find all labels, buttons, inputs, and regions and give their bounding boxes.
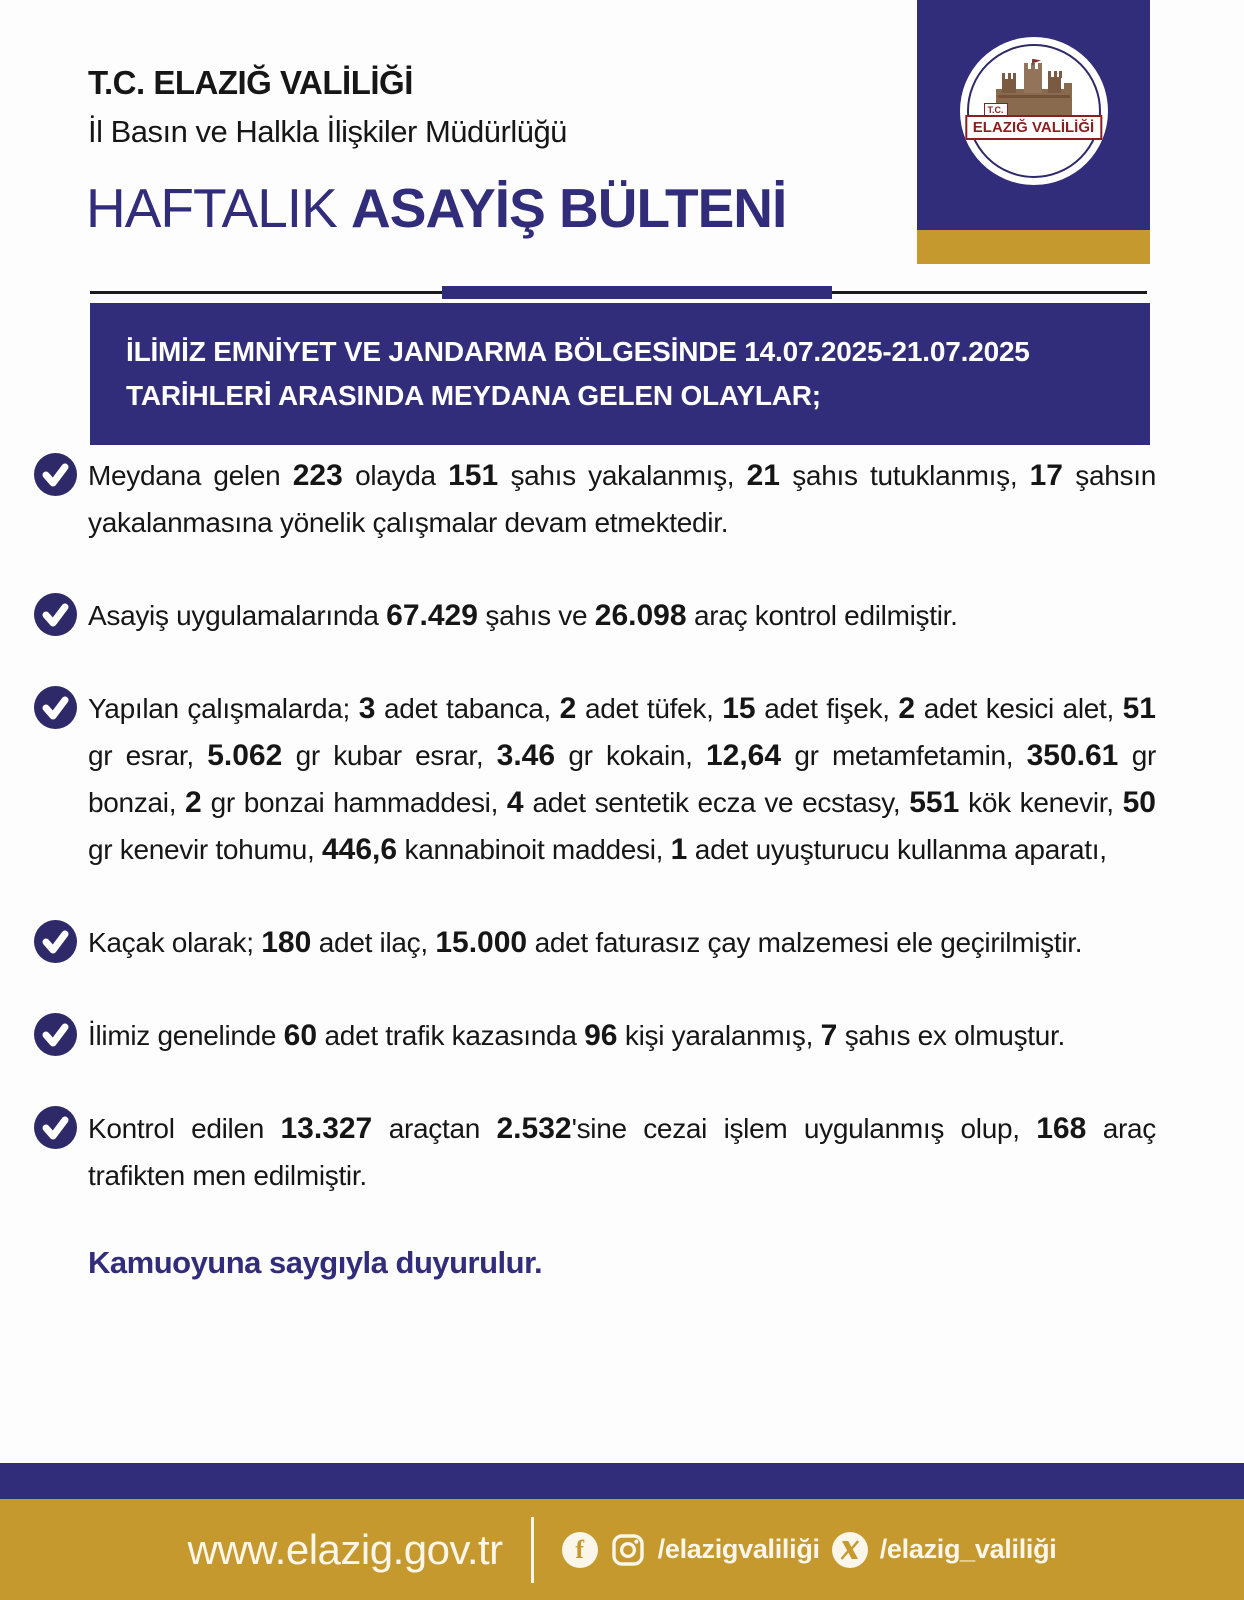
check-icon xyxy=(34,686,77,729)
check-icon xyxy=(34,453,77,496)
check-icon xyxy=(34,920,77,963)
bulletin-item-text: Asayiş uygulamalarında 67.429 şahıs ve 26.098 araç kontrol edilmiştir. xyxy=(88,599,958,632)
governorship-seal xyxy=(960,37,1108,185)
x-handle: /elazig_valiliği xyxy=(879,1534,1057,1564)
bulletin-item-text: İlimiz genelinde 60 adet trafik kazasında 96 kişi yaralanmış, 7 şahıs ex olmuştur. xyxy=(88,1019,1065,1052)
bulletin-item xyxy=(88,592,1156,639)
website-url: www.elazig.gov.tr xyxy=(187,1525,503,1573)
bulletin-item-text: Yapılan çalışmalarda; 3 adet tabanca, 2 adet tüfek, 15 adet fişek, 2 adet kesici alet, 51 gr esrar, 5.062 gr kubar esrar, 3.46 gr kokain, 12,64 gr metamfetamin, 350.61 gr bonzai, 2 gr bonzai hammaddesi, 4 adet sentetik ecza ve ecstasy, 551 kök kenevir, 50 gr kenevir tohumu, 446,6 kannabinoit maddesi, 1 adet uyuşturucu kullanma aparatı, xyxy=(88,692,1156,866)
bulletin-item-text: Meydana gelen 223 olayda 151 şahıs yakalanmış, 21 şahıs tutuklanmış, 17 şahsın yakalanmasına yönelik çalışmalar devam etmektedir. xyxy=(88,459,1156,538)
check-icon xyxy=(34,1106,77,1149)
page-title-heavy: ASAYİŞ BÜLTENİ xyxy=(351,177,787,239)
governorship-logo-block xyxy=(917,0,1150,264)
x-twitter-icon xyxy=(832,1532,868,1568)
bulletin-item-text: Kaçak olarak; 180 adet ilaç, 15.000 adet faturasız çay malzemesi ele geçirilmiştir. xyxy=(88,926,1083,959)
footer-navy-band xyxy=(0,1463,1244,1499)
bulletin-item xyxy=(88,685,1156,873)
seal-tc-label: T.C. xyxy=(984,103,1008,117)
bullet-list xyxy=(88,452,1156,1281)
check-icon xyxy=(34,1013,77,1056)
banner-line-2: TARİHLERİ ARASINDA MEYDANA GELEN OLAYLAR; xyxy=(126,380,821,411)
social-links xyxy=(562,1532,1057,1568)
bulletin-item xyxy=(88,919,1156,966)
bulletin-item-text: Kontrol edilen 13.327 araçtan 2.532'sine cezai işlem uygulanmış olup, 168 araç trafikten men edilmiştir. xyxy=(88,1112,1156,1191)
org-name: T.C. ELAZIĞ VALİLİĞİ xyxy=(88,64,413,101)
logo-gold-bar xyxy=(917,230,1150,264)
instagram-icon xyxy=(610,1532,646,1568)
bulletin-item xyxy=(88,452,1156,546)
banner-line-1: İLİMİZ EMNİYET VE JANDARMA BÖLGESİNDE 14.07.2025-21.07.2025 xyxy=(126,336,1030,367)
period-banner xyxy=(90,303,1150,445)
footer-divider xyxy=(531,1517,534,1583)
bulletin-item xyxy=(88,1012,1156,1059)
seal-name-label: ELAZIĞ VALİLİĞİ xyxy=(965,115,1102,140)
footer-gold-band xyxy=(0,1499,1244,1600)
facebook-instagram-handle: /elazigvaliliği xyxy=(657,1534,820,1564)
facebook-icon: f xyxy=(562,1532,598,1568)
org-department: İl Basın ve Halkla İlişkiler Müdürlüğü xyxy=(88,114,567,149)
check-icon xyxy=(34,593,77,636)
page-title xyxy=(86,176,786,240)
closing-statement: Kamuoyuna saygıyla duyurulur. xyxy=(88,1245,543,1280)
bulletin-item xyxy=(88,1105,1156,1199)
divider-accent-bar xyxy=(442,286,832,299)
page-title-light: HAFTALIK xyxy=(86,177,337,239)
